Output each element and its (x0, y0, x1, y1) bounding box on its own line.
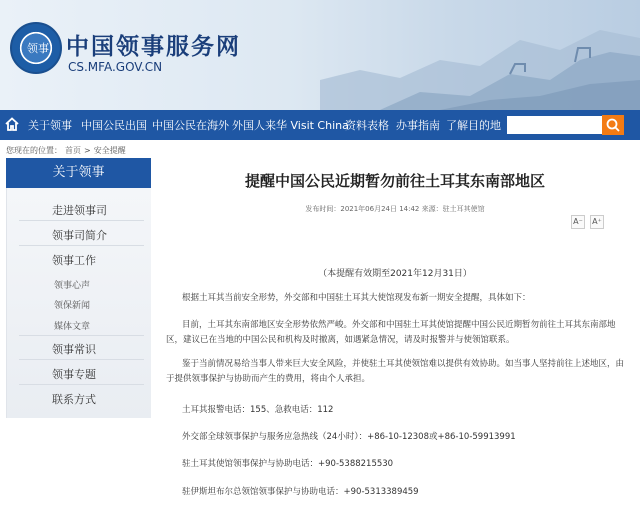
sidebar-divider (19, 359, 144, 360)
article-paragraph: 目前，土耳其东南部地区安全形势依然严峻。外交部和中国驻土耳其使馆提醒中国公民近期暂勿前往土耳其东南部地区，建议已在当地的中国公民和机构及时撤离，如遇紧急情况，请及时报警并与使领馆联系。 (166, 320, 616, 345)
nav-item-destinations[interactable]: 了解目的地 (446, 119, 501, 132)
contact-line: 驻伊斯坦布尔总领馆领事保护与协助电话：+90-5313389459 (182, 487, 419, 497)
great-wall-image (320, 0, 640, 110)
article-paragraph: 鉴于当前情况易给当事人带来巨大安全风险，并使驻土耳其使领馆难以提供有效协助。如当事人坚持前往上述地区，由于提供领事保护与协助而产生的费用，将由个人承担。 (166, 359, 625, 384)
sidebar (6, 188, 151, 418)
consular-emblem-logo[interactable] (10, 22, 62, 74)
contact-line: 驻土耳其使馆领事保护与协助电话：+90-5388215530 (182, 459, 394, 469)
sidebar-item-consular-work[interactable]: 领事工作 (52, 254, 96, 267)
sidebar-item-consular-knowledge[interactable]: 领事常识 (52, 343, 96, 356)
search-input[interactable] (507, 116, 602, 134)
sidebar-subitem-voices[interactable]: 领事心声 (54, 281, 91, 291)
breadcrumb-separator: > (84, 146, 91, 155)
breadcrumb-current[interactable]: 安全提醒 (93, 146, 126, 155)
contact-line: 外交部全球领事保护与服务应急热线（24小时）：+86-10-12308或+86-10-59913991 (182, 432, 516, 442)
sidebar-divider (19, 245, 144, 246)
main-nav (0, 110, 640, 140)
sidebar-item-intro-department[interactable]: 走进领事司 (52, 204, 107, 217)
sidebar-divider (19, 384, 144, 385)
sidebar-divider (19, 220, 144, 221)
article-meta: 发布时间：2021年06月24日 14:42 来源：驻土耳其使馆 (305, 205, 485, 213)
sidebar-item-consular-topics[interactable]: 领事专题 (52, 368, 96, 381)
sidebar-title: 关于领事 (6, 158, 151, 188)
site-header (0, 0, 640, 110)
nav-item-guide[interactable]: 办事指南 (396, 119, 440, 132)
sidebar-item-department-profile[interactable]: 领事司简介 (52, 229, 107, 242)
nav-item-visit-china[interactable]: 外国人来华 Visit China (232, 119, 349, 132)
nav-item-forms[interactable]: 资料表格 (345, 119, 389, 132)
home-icon[interactable] (4, 116, 20, 132)
emblem-text: 领事 (27, 42, 49, 55)
sidebar-item-contact[interactable]: 联系方式 (52, 393, 96, 406)
breadcrumb-home[interactable]: 首页 (65, 146, 81, 155)
contact-line: 土耳其报警电话：155、急救电话：112 (182, 405, 334, 415)
site-title[interactable]: 中国领事服务网 (66, 34, 241, 60)
sidebar-subitem-protection-news[interactable]: 领保新闻 (54, 301, 91, 311)
breadcrumb (6, 145, 129, 156)
search-button[interactable] (602, 115, 624, 135)
nav-item-about[interactable]: 关于领事 (28, 119, 72, 132)
font-smaller-button[interactable]: A⁻ (571, 215, 585, 229)
article-paragraph: 根据土耳其当前安全形势，外交部和中国驻土耳其大使馆现发布新一期安全提醒，具体如下： (182, 293, 531, 303)
search-icon (602, 115, 624, 135)
nav-item-citizens-overseas[interactable]: 中国公民在海外 (152, 119, 229, 132)
font-larger-button[interactable]: A⁺ (590, 215, 604, 229)
sidebar-subitem-media-articles[interactable]: 媒体文章 (54, 322, 91, 332)
article-title: 提醒中国公民近期暂勿前往土耳其东南部地区 (244, 172, 545, 190)
article-validity: （本提醒有效期至2021年12月31日） (318, 269, 472, 279)
sidebar-divider (19, 335, 144, 336)
nav-item-citizens-abroad[interactable]: 中国公民出国 (81, 119, 147, 132)
breadcrumb-prefix: 您现在的位置： (6, 146, 62, 155)
site-url: CS.MFA.GOV.CN (68, 60, 163, 74)
